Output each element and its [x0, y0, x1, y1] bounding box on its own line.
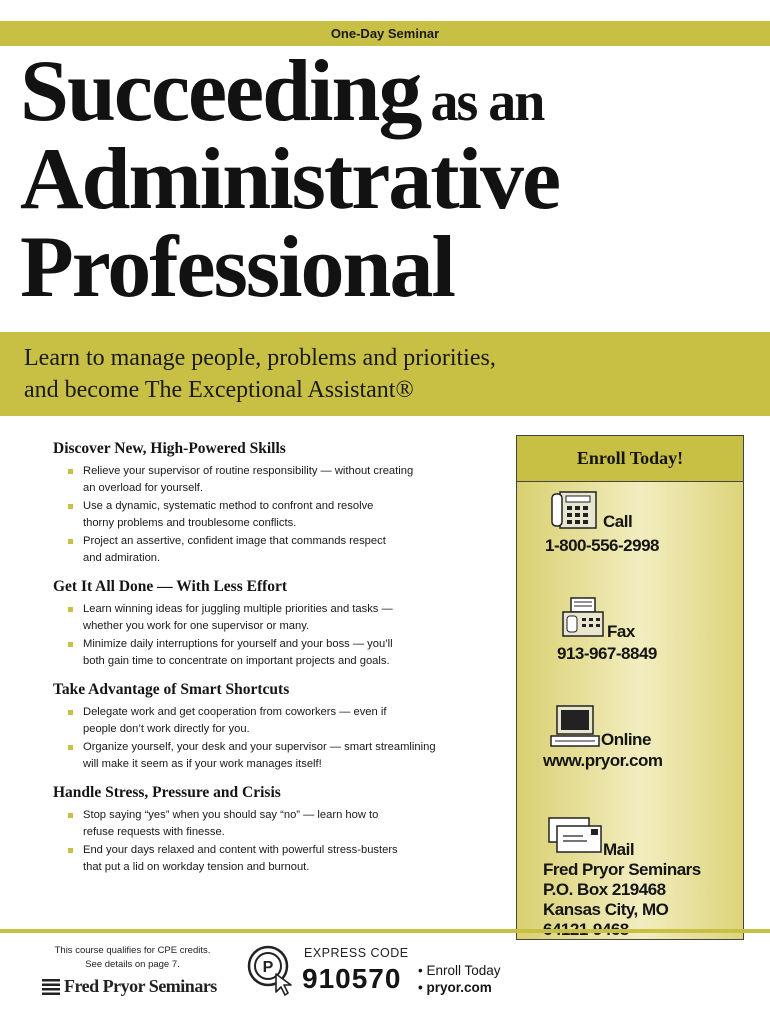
- bullet-item: [67, 601, 493, 635]
- bullet-marker: [68, 642, 73, 647]
- bullet-text: refuse requests with finesse.: [83, 826, 225, 838]
- title-word-as-an: as an: [430, 71, 544, 133]
- section-stress: [53, 784, 493, 876]
- logo-text: Fred Pryor Seminars: [64, 976, 217, 996]
- benefits-list: [53, 440, 493, 887]
- enroll-fax[interactable]: [553, 596, 733, 666]
- bullet-text: Learn winning ideas for juggling multiple priorities and tasks —: [83, 603, 393, 615]
- bullet-text: Use a dynamic, systematic method to confront and resolve: [83, 500, 374, 512]
- mail-address-line: Kansas City, MO: [543, 900, 669, 919]
- bullet-text: Minimize daily interruptions for yourself and your boss — you’ll: [83, 638, 393, 650]
- call-label: Call: [603, 512, 633, 531]
- bullet-text: will make it seem as if your work manages itself!: [83, 758, 322, 770]
- cpe-line-2: See details on page 7.: [85, 959, 180, 970]
- call-number[interactable]: 1-800-556-2998: [545, 536, 659, 555]
- bullet-item: [67, 533, 493, 567]
- footer-enroll-info: [418, 962, 501, 996]
- enroll-heading: Enroll Today!: [517, 436, 743, 482]
- enroll-call[interactable]: [545, 488, 735, 558]
- bullet-marker: [68, 848, 73, 853]
- bullet-item: [67, 842, 493, 876]
- footer-website-link[interactable]: • pryor.com: [418, 980, 492, 995]
- fax-number[interactable]: 913-967-8849: [557, 644, 657, 663]
- mail-address-line: Fred Pryor Seminars: [543, 860, 701, 879]
- bullet-marker: [68, 469, 73, 474]
- section-efficiency: [53, 578, 493, 670]
- mail-address-line: P.O. Box 219468: [543, 880, 666, 899]
- bullet-marker: [68, 813, 73, 818]
- bullet-text: Delegate work and get cooperation from coworkers — even if: [83, 706, 387, 718]
- footer-enroll-today: • Enroll Today: [418, 963, 501, 978]
- express-code-label: EXPRESS CODE: [304, 946, 409, 960]
- seminar-type-label: One-Day Seminar: [330, 26, 440, 41]
- bullet-marker: [68, 539, 73, 544]
- svg-text:P: P: [262, 959, 274, 976]
- online-label: Online: [601, 730, 651, 749]
- subheadline-banner: [0, 332, 770, 416]
- express-code-icon: [246, 944, 296, 996]
- enroll-mail: [543, 816, 739, 940]
- bullet-item: [67, 498, 493, 532]
- bullet-marker: [68, 710, 73, 715]
- bullet-text: that put a lid on workday tension and burnout.: [83, 861, 310, 873]
- online-url[interactable]: www.pryor.com: [543, 751, 663, 770]
- bullet-text: both gain time to concentrate on important projects and goals.: [83, 655, 390, 667]
- bullet-text: an overload for yourself.: [83, 482, 204, 494]
- mail-icon: [547, 816, 605, 856]
- bullet-text: and admiration.: [83, 552, 161, 564]
- cpe-note: [30, 944, 235, 972]
- phone-icon: [550, 488, 602, 532]
- footer-divider: [0, 929, 770, 933]
- mail-address: [543, 860, 701, 940]
- bullet-item: [67, 636, 493, 670]
- bullet-marker: [68, 745, 73, 750]
- section-title: Discover New, High-Powered Skills: [53, 440, 286, 457]
- cpe-line-1: This course qualifies for CPE credits.: [54, 945, 211, 956]
- bullet-marker: [68, 504, 73, 509]
- section-shortcuts: [53, 681, 493, 773]
- title-line-administrative: Administrative: [20, 131, 560, 228]
- bullet-item: [67, 807, 493, 841]
- section-title: Take Advantage of Smart Shortcuts: [53, 681, 290, 698]
- bullet-text: whether you work for one supervisor or many.: [83, 620, 310, 632]
- bullet-text: Project an assertive, confident image that commands respect: [83, 535, 386, 547]
- fax-icon: [561, 596, 607, 640]
- logo-emblem-icon: [42, 979, 60, 995]
- bullet-text: people don’t work directly for you.: [83, 723, 250, 735]
- subheadline-line-2: and become The Exceptional Assistant®: [24, 377, 414, 403]
- bullet-marker: [68, 607, 73, 612]
- bullet-text: End your days relaxed and content with powerful stress-busters: [83, 844, 398, 856]
- fred-pryor-logo: [42, 976, 217, 997]
- bullet-text: thorny problems and troublesome conflicts.: [83, 517, 297, 529]
- bullet-item: [67, 704, 493, 738]
- computer-icon: [549, 704, 603, 750]
- section-title: Get It All Done — With Less Effort: [53, 578, 288, 595]
- fax-label: Fax: [607, 622, 635, 641]
- section-title: Handle Stress, Pressure and Crisis: [53, 784, 281, 801]
- enroll-online[interactable]: [543, 704, 739, 774]
- bullet-text: Organize yourself, your desk and your supervisor — smart streamlining: [83, 741, 436, 753]
- subheadline-line-1: Learn to manage people, problems and priorities,: [24, 345, 496, 371]
- bullet-text: Relieve your supervisor of routine responsibility — without creating: [83, 465, 414, 477]
- bullet-item: [67, 739, 493, 773]
- express-code-value: 910570: [302, 963, 402, 994]
- section-skills: [53, 440, 493, 567]
- enroll-panel: [516, 435, 744, 940]
- mail-label: Mail: [603, 840, 635, 859]
- title-line-professional: Professional: [20, 219, 454, 316]
- bullet-item: [67, 463, 493, 497]
- title-word-succeeding: Succeeding: [20, 43, 421, 140]
- bullet-text: Stop saying “yes” when you should say “no” — learn how to: [83, 809, 379, 821]
